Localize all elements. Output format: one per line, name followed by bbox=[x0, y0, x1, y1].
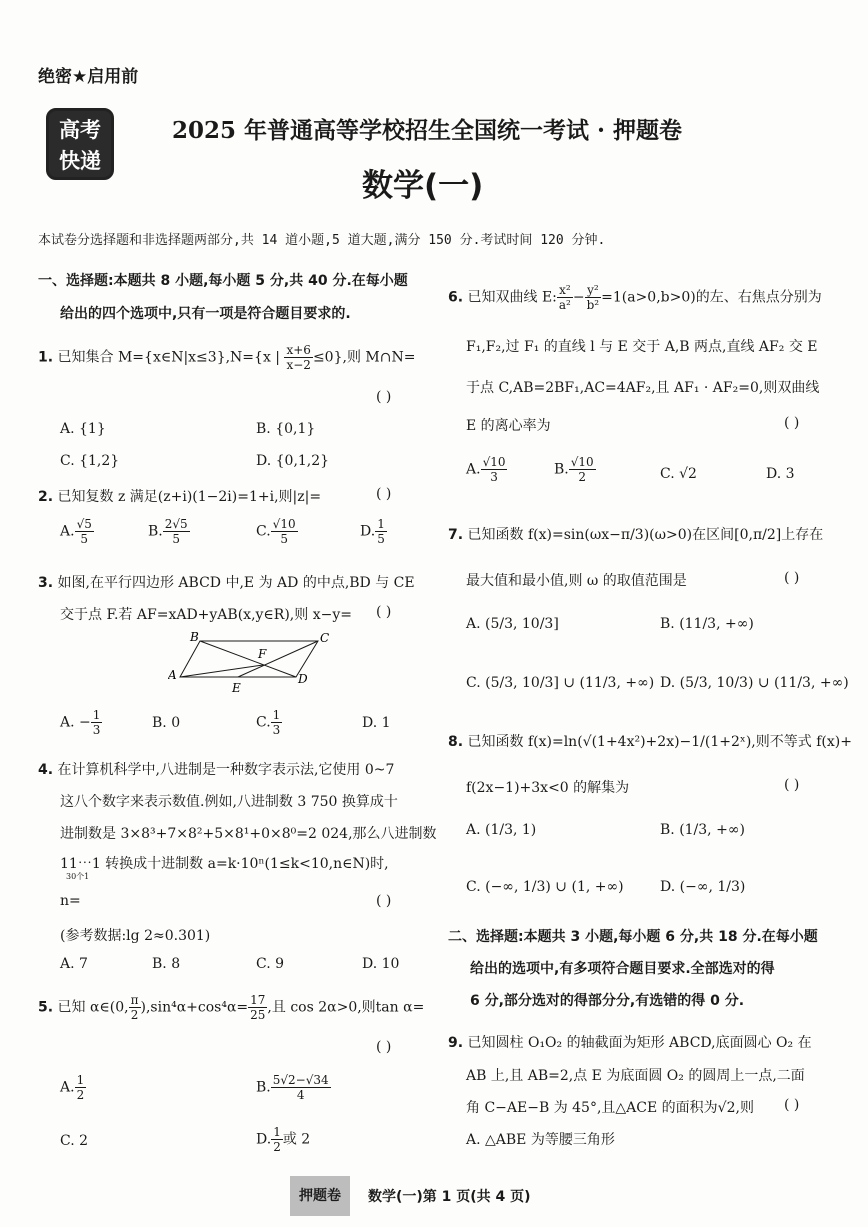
label-d: D bbox=[298, 672, 308, 686]
section2-heading-line3: 6 分,部分选对的得部分分,有选错的得 0 分. bbox=[470, 993, 745, 1009]
question-5-text-b: ),sin⁴α+cos⁴α= bbox=[140, 999, 249, 1016]
question-9-option-a[interactable]: A. △ABE 为等腰三角形 bbox=[466, 1132, 615, 1148]
question-7-text: 已知函数 f(x)=sin(ωx−π/3)(ω>0)在区间[0,π/2]上存在 bbox=[467, 527, 824, 543]
question-9-number: 9. bbox=[448, 1035, 464, 1051]
option-label: D. bbox=[360, 523, 376, 540]
fraction-numerator: x² bbox=[557, 283, 573, 298]
question-4-text: 在计算机科学中,八进制是一种数字表示法,它使用 0~7 bbox=[57, 762, 395, 778]
option-label: D. bbox=[256, 1131, 272, 1148]
logo-text-line2: 快递 bbox=[59, 149, 101, 173]
question-2-number: 2. bbox=[38, 489, 54, 505]
question-3-stem-line2: 交于点 F.若 AF=xAD+yAB(x,y∈R),则 x−y= bbox=[60, 607, 352, 623]
question-3-option-b[interactable]: B. 0 bbox=[152, 715, 181, 731]
question-4-brace-note: 30个1 bbox=[66, 872, 90, 881]
fraction-denominator: 5 bbox=[80, 532, 89, 546]
fraction-numerator: √5 bbox=[76, 517, 92, 531]
fraction-numerator: 1 bbox=[273, 1125, 281, 1139]
fraction-numerator: 2√5 bbox=[164, 517, 188, 531]
question-1-fraction bbox=[284, 343, 312, 372]
left-column bbox=[38, 265, 437, 1170]
fraction-denominator: 5 bbox=[172, 532, 181, 546]
section2-heading-line1: 二、选择题:本题共 3 小题,每小题 6 分,共 18 分.在每小题 bbox=[448, 929, 818, 945]
fraction-denominator: 3 bbox=[272, 723, 281, 737]
fraction-numerator: 1 bbox=[272, 708, 281, 722]
question-3-number: 3. bbox=[38, 575, 54, 591]
question-8-option-c[interactable]: C. (−∞, 1/3) ∪ (1, +∞) bbox=[466, 879, 624, 895]
fraction-numerator: π bbox=[130, 993, 139, 1007]
question-5-answer-paren: ( ) bbox=[376, 1039, 392, 1055]
option-tail: 或 2 bbox=[282, 1131, 311, 1148]
option-label: A. bbox=[60, 1079, 75, 1096]
question-1-option-b[interactable]: B. {0,1} bbox=[256, 421, 316, 437]
fraction-denominator: 4 bbox=[296, 1088, 305, 1102]
question-6-number: 6. bbox=[448, 289, 464, 306]
question-8-option-d[interactable]: D. (−∞, 1/3) bbox=[660, 879, 746, 895]
fraction-denominator: 2 bbox=[130, 1008, 139, 1022]
option-fraction bbox=[569, 455, 596, 484]
option-fraction bbox=[75, 517, 94, 546]
question-6-stem-line4: E 的离心率为 bbox=[466, 418, 551, 434]
option-fraction bbox=[271, 1125, 283, 1154]
label-f: F bbox=[258, 647, 267, 661]
page-number: 数学(一)第 1 页(共 4 页) bbox=[368, 1189, 531, 1205]
fraction-numerator: x+6 bbox=[286, 343, 311, 357]
question-3-option-d[interactable]: D. 1 bbox=[362, 715, 391, 731]
question-1-option-d[interactable]: D. {0,1,2} bbox=[256, 453, 330, 469]
question-5-option-b[interactable] bbox=[256, 1073, 331, 1102]
fraction-denominator: 2 bbox=[76, 1088, 85, 1102]
question-9-stem-line3: 角 C−AE−B 为 45°,且△ACE 的面积为√2,则 bbox=[466, 1100, 754, 1116]
question-6-text-a: 已知双曲线 E: bbox=[467, 289, 557, 306]
question-8-option-a[interactable]: A. (1/3, 1) bbox=[466, 822, 537, 838]
fraction-denominator: 25 bbox=[250, 1008, 266, 1022]
right-column bbox=[448, 265, 852, 1170]
question-7-option-c[interactable]: C. (5/3, 10/3] ∪ (11/3, +∞) bbox=[466, 675, 655, 691]
logo-text-line1: 高考 bbox=[59, 118, 101, 142]
fraction-denominator: 2 bbox=[273, 1140, 281, 1154]
question-9-stem-line1 bbox=[448, 1032, 812, 1052]
option-label: A. bbox=[466, 461, 481, 478]
question-9-text: 已知圆柱 O₁O₂ 的轴截面为矩形 ABCD,底面圆心 O₂ 在 bbox=[467, 1035, 812, 1051]
fraction-numerator: √10 bbox=[482, 455, 506, 469]
question-7-answer-paren: ( ) bbox=[784, 570, 800, 586]
fraction-denominator: 3 bbox=[490, 470, 498, 484]
question-6-answer-paren: ( ) bbox=[784, 415, 800, 431]
label-e: E bbox=[232, 681, 241, 695]
question-1-text: 已知集合 M={x∈N|x≤3},N= bbox=[57, 349, 255, 366]
option-fraction bbox=[91, 708, 103, 737]
option-fraction bbox=[375, 517, 387, 546]
label-a: A bbox=[168, 668, 177, 682]
parallelogram-figure bbox=[168, 631, 338, 695]
question-4-stem-line2: 这八个数字来表示数值.例如,八进制数 3 750 换算成十 bbox=[60, 794, 398, 810]
question-7-number: 7. bbox=[448, 527, 464, 543]
option-label: A. − bbox=[60, 714, 91, 731]
section2-heading-line2: 给出的选项中,有多项符合题目要求.全部选对的得 bbox=[470, 961, 775, 977]
question-6-stem-line1: 6. 已知双曲线 E: $\frac{\text{x²}}{\text{a²}}$ − $\frac{\text{y²}}{\text{b²}}$ =1(a>0,b>0)的左、右焦点分别为 bbox=[448, 283, 822, 312]
question-2-option-b[interactable] bbox=[148, 517, 190, 546]
exam-intro: 本试卷分选择题和非选择题两部分,共 14 道小题,5 道大题,满分 150 分.考试时间 120 分钟. bbox=[38, 233, 606, 248]
fraction-denominator: 5 bbox=[377, 532, 385, 546]
question-5-option-c[interactable]: C. 2 bbox=[60, 1133, 89, 1149]
option-fraction bbox=[271, 1073, 331, 1102]
fraction-numerator: 5√2−√34 bbox=[272, 1073, 329, 1087]
question-8-text: 已知函数 f(x)=ln(√(1+4x²)+2x)−1/(1+2ˣ),则不等式 f(x)+ bbox=[467, 734, 852, 750]
fraction-numerator: 17 bbox=[250, 993, 266, 1007]
question-5-text-a: 已知 α∈(0, bbox=[57, 999, 129, 1016]
question-7-stem-line2: 最大值和最小值,则 ω 的取值范围是 bbox=[466, 573, 687, 589]
question-7-stem-line1 bbox=[448, 524, 823, 544]
question-5-number: 5. bbox=[38, 999, 54, 1016]
question-1-number: 1. bbox=[38, 349, 54, 366]
fraction-denominator: b² bbox=[586, 298, 600, 312]
question-3-option-c[interactable] bbox=[256, 708, 282, 737]
fraction-numerator: y² bbox=[585, 283, 602, 298]
question-8-number: 8. bbox=[448, 734, 464, 750]
option-fraction bbox=[271, 517, 298, 546]
brand-logo bbox=[46, 108, 114, 180]
fraction-denominator: x−2 bbox=[286, 358, 311, 372]
option-label: C. bbox=[256, 714, 271, 731]
option-label: B. bbox=[554, 461, 569, 478]
footer-tag: 押题卷 bbox=[290, 1176, 350, 1216]
question-6-option-b[interactable] bbox=[554, 455, 596, 484]
question-5-option-d[interactable] bbox=[256, 1125, 310, 1154]
question-3-answer-paren: ( ) bbox=[376, 604, 392, 620]
question-1-option-c[interactable]: C. {1,2} bbox=[60, 453, 120, 469]
question-2-option-c[interactable] bbox=[256, 517, 298, 546]
option-fraction bbox=[163, 517, 190, 546]
option-fraction bbox=[75, 1073, 87, 1102]
fraction-denominator: a² bbox=[558, 298, 571, 312]
section1-heading-line1: 一、选择题:本题共 8 小题,每小题 5 分,共 40 分.在每小题 bbox=[38, 273, 408, 289]
question-8-option-b[interactable]: B. (1/3, +∞) bbox=[660, 822, 745, 838]
question-4-option-b[interactable]: B. 8 bbox=[152, 956, 181, 972]
fraction-numerator: 1 bbox=[92, 708, 101, 722]
fraction-numerator: 1 bbox=[377, 517, 385, 531]
option-fraction bbox=[481, 455, 508, 484]
question-1-option-a[interactable]: A. {1} bbox=[60, 421, 106, 437]
option-label: B. bbox=[256, 1079, 271, 1096]
question-5-stem bbox=[38, 993, 424, 1022]
label-c: C bbox=[320, 631, 330, 645]
question-3-stem-line1 bbox=[38, 572, 415, 592]
question-6-option-d[interactable]: D. 3 bbox=[766, 466, 795, 482]
question-4-stem-line3: 进制数是 3×8³+7×8²+5×8¹+0×8⁰=2 024,那么八进制数 bbox=[60, 826, 437, 842]
question-5-pi-fraction bbox=[129, 993, 141, 1022]
question-1-answer-paren: ( ) bbox=[376, 389, 392, 405]
question-2-option-d[interactable] bbox=[360, 517, 387, 546]
question-4-stem-line4: 11⋯1 转换成十进制数 a=k·10ⁿ(1≤k<10,n∈N)时, bbox=[60, 856, 389, 872]
page-footer bbox=[290, 1176, 590, 1216]
question-4-option-c[interactable]: C. 9 bbox=[256, 956, 285, 972]
question-4-option-d[interactable]: D. 10 bbox=[362, 956, 400, 972]
question-5-text-c: ,且 cos 2α>0,则tan α= bbox=[267, 999, 425, 1016]
question-6-x-fraction bbox=[557, 283, 573, 312]
question-6-option-c[interactable]: C. √2 bbox=[660, 466, 697, 482]
question-4-stem-line1 bbox=[38, 759, 394, 779]
question-1-set-open: {x | bbox=[254, 349, 281, 366]
option-label: C. bbox=[256, 523, 271, 540]
question-6-y-fraction bbox=[585, 283, 602, 312]
fraction-denominator: 5 bbox=[280, 532, 288, 546]
confidential-label: 绝密★启用前 bbox=[38, 67, 139, 87]
question-2-option-a[interactable] bbox=[60, 517, 94, 546]
question-8-stem-line2: f(2x−1)+3x<0 的解集为 bbox=[466, 780, 630, 796]
question-6-stem-line2: F₁,F₂,过 F₁ 的直线 l 与 E 交于 A,B 两点,直线 AF₂ 交 E bbox=[466, 339, 818, 355]
fraction-numerator: √10 bbox=[272, 517, 296, 531]
question-9-stem-line2: AB 上,且 AB=2,点 E 为底面圆 O₂ 的圆周上一点,二面 bbox=[466, 1068, 805, 1084]
question-3-option-a[interactable] bbox=[60, 708, 102, 737]
question-6-option-a[interactable] bbox=[466, 455, 507, 484]
question-2-answer-paren: ( ) bbox=[376, 486, 392, 502]
question-4-number: 4. bbox=[38, 762, 54, 778]
question-2-stem bbox=[38, 486, 321, 506]
question-2-text: 已知复数 z 满足(z+i)(1−2i)=1+i,则|z|= bbox=[57, 489, 322, 505]
option-fraction bbox=[271, 708, 283, 737]
question-1-stem bbox=[38, 343, 415, 372]
fraction-numerator: √10 bbox=[570, 455, 594, 469]
fraction-denominator: 2 bbox=[578, 470, 587, 484]
question-4-answer-paren: ( ) bbox=[376, 893, 392, 909]
section1-heading-line2: 给出的四个选项中,只有一项是符合题目要求的. bbox=[60, 306, 351, 322]
question-4-stem-line5: n= bbox=[60, 893, 81, 909]
question-1-set-close: ≤0},则 M∩N= bbox=[312, 349, 416, 366]
question-3-text: 如图,在平行四边形 ABCD 中,E 为 AD 的中点,BD 与 CE bbox=[57, 575, 415, 591]
question-7-option-b[interactable]: B. (11/3, +∞) bbox=[660, 616, 754, 632]
question-8-answer-paren: ( ) bbox=[784, 777, 800, 793]
option-label: B. bbox=[148, 523, 163, 540]
subject-title: 数学(一) bbox=[362, 168, 484, 204]
question-9-answer-paren: ( ) bbox=[784, 1097, 800, 1113]
exam-title: 2025 年普通高等学校招生全国统一考试 · 押题卷 bbox=[172, 117, 683, 144]
question-5-option-a[interactable] bbox=[60, 1073, 86, 1102]
question-5-value-fraction bbox=[248, 993, 267, 1022]
fraction-denominator: 3 bbox=[92, 723, 101, 737]
question-8-stem-line1 bbox=[448, 731, 852, 751]
question-4-reference: (参考数据:lg 2≈0.301) bbox=[60, 928, 211, 944]
question-6-text-b: =1(a>0,b>0)的左、右焦点分别为 bbox=[601, 289, 822, 306]
label-b: B bbox=[190, 631, 199, 644]
fraction-numerator: 1 bbox=[76, 1073, 85, 1087]
question-7-option-a[interactable]: A. (5/3, 10/3] bbox=[466, 616, 559, 632]
question-6-stem-line3: 于点 C,AB=2BF₁,AC=4AF₂,且 AF₁ · AF₂=0,则双曲线 bbox=[466, 380, 820, 396]
question-4-option-a[interactable]: A. 7 bbox=[60, 956, 88, 972]
option-label: A. bbox=[60, 523, 75, 540]
question-7-option-d[interactable]: D. (5/3, 10/3) ∪ (11/3, +∞) bbox=[660, 675, 849, 691]
